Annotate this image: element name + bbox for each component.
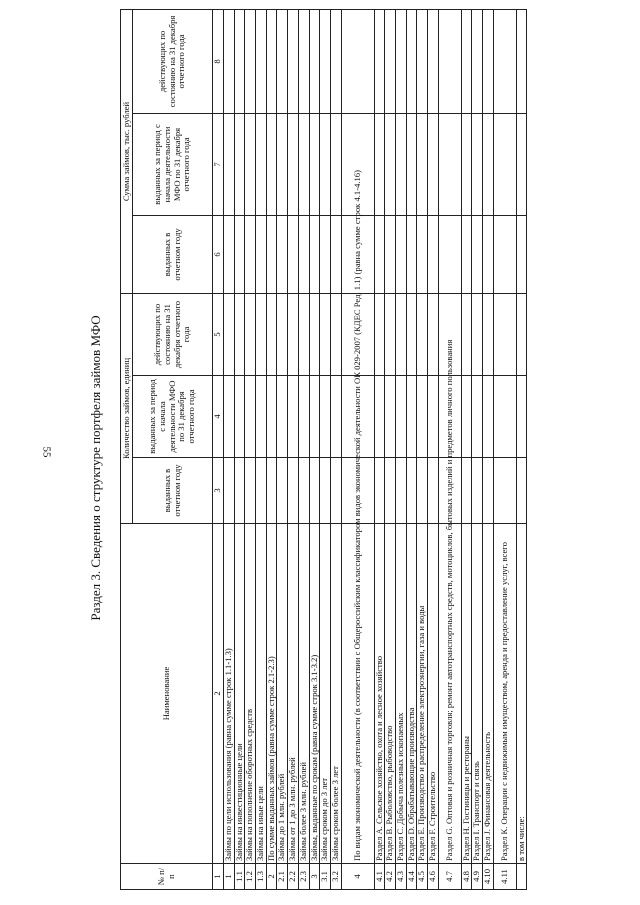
table-row bbox=[395, 9, 406, 889]
row-number: 4.1 bbox=[374, 864, 385, 890]
header-name: Наименование bbox=[121, 524, 213, 864]
row-number bbox=[516, 864, 527, 890]
table-row bbox=[341, 9, 374, 889]
row-number: 4.3 bbox=[395, 864, 406, 890]
header-num: № п/п bbox=[121, 864, 213, 890]
table-row bbox=[483, 9, 494, 889]
table-row bbox=[472, 9, 483, 889]
row-number: 2.3 bbox=[298, 864, 309, 890]
row-number: 2.1 bbox=[277, 864, 288, 890]
row-name: Займы на инвестиционные цели bbox=[234, 524, 245, 864]
row-name: Займы сроком более 3 лет bbox=[330, 524, 341, 864]
row-name: Займы на иные цели bbox=[256, 524, 267, 864]
row-number: 4.10 bbox=[483, 864, 494, 890]
row-name: Займы по цели использования (равна сумме строк 1.1-1.3) bbox=[224, 524, 235, 864]
row-number: 4.7 bbox=[438, 864, 461, 890]
row-name: Займы до 1 млн. рублей bbox=[277, 524, 288, 864]
table-row bbox=[309, 9, 320, 889]
column-number: 8 bbox=[213, 9, 224, 113]
row-name: Раздел D. Обрабатывающие производства bbox=[406, 524, 417, 864]
row-name: Займы более 3 млн. рублей bbox=[298, 524, 309, 864]
table-row bbox=[428, 9, 439, 889]
row-number: 4.6 bbox=[428, 864, 439, 890]
header-sum-issued-since-start: выданных за период с начала деятельности МФО по 31 декабря отчетного года bbox=[133, 113, 213, 215]
column-number: 5 bbox=[213, 293, 224, 375]
row-name: Раздел I. Транспорт и связь bbox=[472, 524, 483, 864]
table-row bbox=[417, 9, 428, 889]
table-row bbox=[245, 9, 256, 889]
row-number: 3.1 bbox=[320, 864, 331, 890]
row-number: 3 bbox=[309, 864, 320, 890]
header-group-sum: Сумма займов, тыс. рублей bbox=[121, 9, 133, 293]
row-number: 4 bbox=[341, 864, 374, 890]
row-number: 1.3 bbox=[256, 864, 267, 890]
table-row bbox=[234, 9, 245, 889]
row-name: Займы, выданные по срокам (равна сумме строк 3.1-3.2) bbox=[309, 524, 320, 864]
row-name: Займы на пополнение оборотных средств bbox=[245, 524, 256, 864]
column-number: 7 bbox=[213, 113, 224, 215]
row-number: 2.2 bbox=[288, 864, 299, 890]
table-row bbox=[461, 9, 472, 889]
table-row bbox=[493, 9, 516, 889]
table-row bbox=[288, 9, 299, 889]
table-row bbox=[385, 9, 396, 889]
row-name: в том числе: bbox=[516, 524, 527, 864]
column-number: 4 bbox=[213, 376, 224, 458]
table-row bbox=[438, 9, 461, 889]
row-name: Раздел F. Строительство bbox=[428, 524, 439, 864]
table-row bbox=[266, 9, 277, 889]
row-number: 4.9 bbox=[472, 864, 483, 890]
row-name: Займы от 1 до 3 млн. рублей bbox=[288, 524, 299, 864]
row-name: Раздел J. Финансовая деятельность bbox=[483, 524, 494, 864]
header-count-active: действующих по состоянию на 31 декабря отчетного года bbox=[133, 293, 213, 375]
table-row bbox=[298, 9, 309, 889]
row-number: 4.4 bbox=[406, 864, 417, 890]
header-sum-issued-year: выданных в отчетном году bbox=[133, 215, 213, 293]
column-number-row bbox=[213, 9, 224, 889]
row-number: 3.2 bbox=[330, 864, 341, 890]
row-name: Раздел Е. Производство и распределение электроэнергии, газа и воды bbox=[417, 524, 428, 864]
table-row bbox=[330, 9, 341, 889]
header-count-issued-since-start: выданных за период с начала деятельности МФО по 31 декабря отчетного года bbox=[133, 376, 213, 458]
row-name: Раздел А. Сельское хозяйство, охота и лесное хозяйство bbox=[374, 524, 385, 864]
row-number: 4.5 bbox=[417, 864, 428, 890]
table-row bbox=[320, 9, 331, 889]
row-name: По видам экономической деятельности (в соответствии с Общероссийским классификатором видов экономической деятельности ОК 029-2007 (КДЕС Ред. 1.1) (равна сумме строк 4.1-4.16) bbox=[341, 524, 374, 864]
rotated-table-container bbox=[120, 10, 620, 890]
header-sum-active: действующих по состоянию на 31 декабря отчетного года bbox=[133, 9, 213, 113]
table-row bbox=[406, 9, 417, 889]
row-name: Раздел В. Рыболовство, рыбоводство bbox=[385, 524, 396, 864]
table-row bbox=[224, 9, 235, 889]
table-row bbox=[256, 9, 267, 889]
row-name: Займы сроком до 3 лет bbox=[320, 524, 331, 864]
row-number: 2 bbox=[266, 864, 277, 890]
column-number: 6 bbox=[213, 215, 224, 293]
row-name: Раздел К. Операции с недвижимым имуществом, аренда и предоставление услуг, всего bbox=[493, 524, 516, 864]
row-name: По сумме выданных займов (равна сумме строк 2.1-2.3) bbox=[266, 524, 277, 864]
table-row bbox=[374, 9, 385, 889]
row-name: Раздел Н. Гостиницы и рестораны bbox=[461, 524, 472, 864]
header-count-issued-year: выданных в отчетном году bbox=[133, 458, 213, 524]
row-number: 1.2 bbox=[245, 864, 256, 890]
loan-portfolio-table bbox=[120, 9, 527, 890]
table-row bbox=[516, 9, 527, 889]
page-number: 55 bbox=[40, 446, 53, 458]
column-number: 2 bbox=[213, 524, 224, 864]
table-row bbox=[277, 9, 288, 889]
row-name: Раздел G. Оптовая и розничная торговля; ремонт автотранспортных средств, мотоциклов, бытовых изделий и предметов личного пользования bbox=[438, 524, 461, 864]
column-number: 1 bbox=[213, 864, 224, 890]
row-name: Раздел С. Добыча полезных ископаемых bbox=[395, 524, 406, 864]
row-number: 4.2 bbox=[385, 864, 396, 890]
row-number: 1 bbox=[224, 864, 235, 890]
row-number: 4.11 bbox=[493, 864, 516, 890]
column-number: 3 bbox=[213, 458, 224, 524]
header-group-count: Количество займов, единиц bbox=[121, 293, 133, 523]
page-title: Раздел 3. Сведения о структуре портфеля займов МФО bbox=[88, 315, 103, 621]
row-number: 1.1 bbox=[234, 864, 245, 890]
row-number: 4.8 bbox=[461, 864, 472, 890]
